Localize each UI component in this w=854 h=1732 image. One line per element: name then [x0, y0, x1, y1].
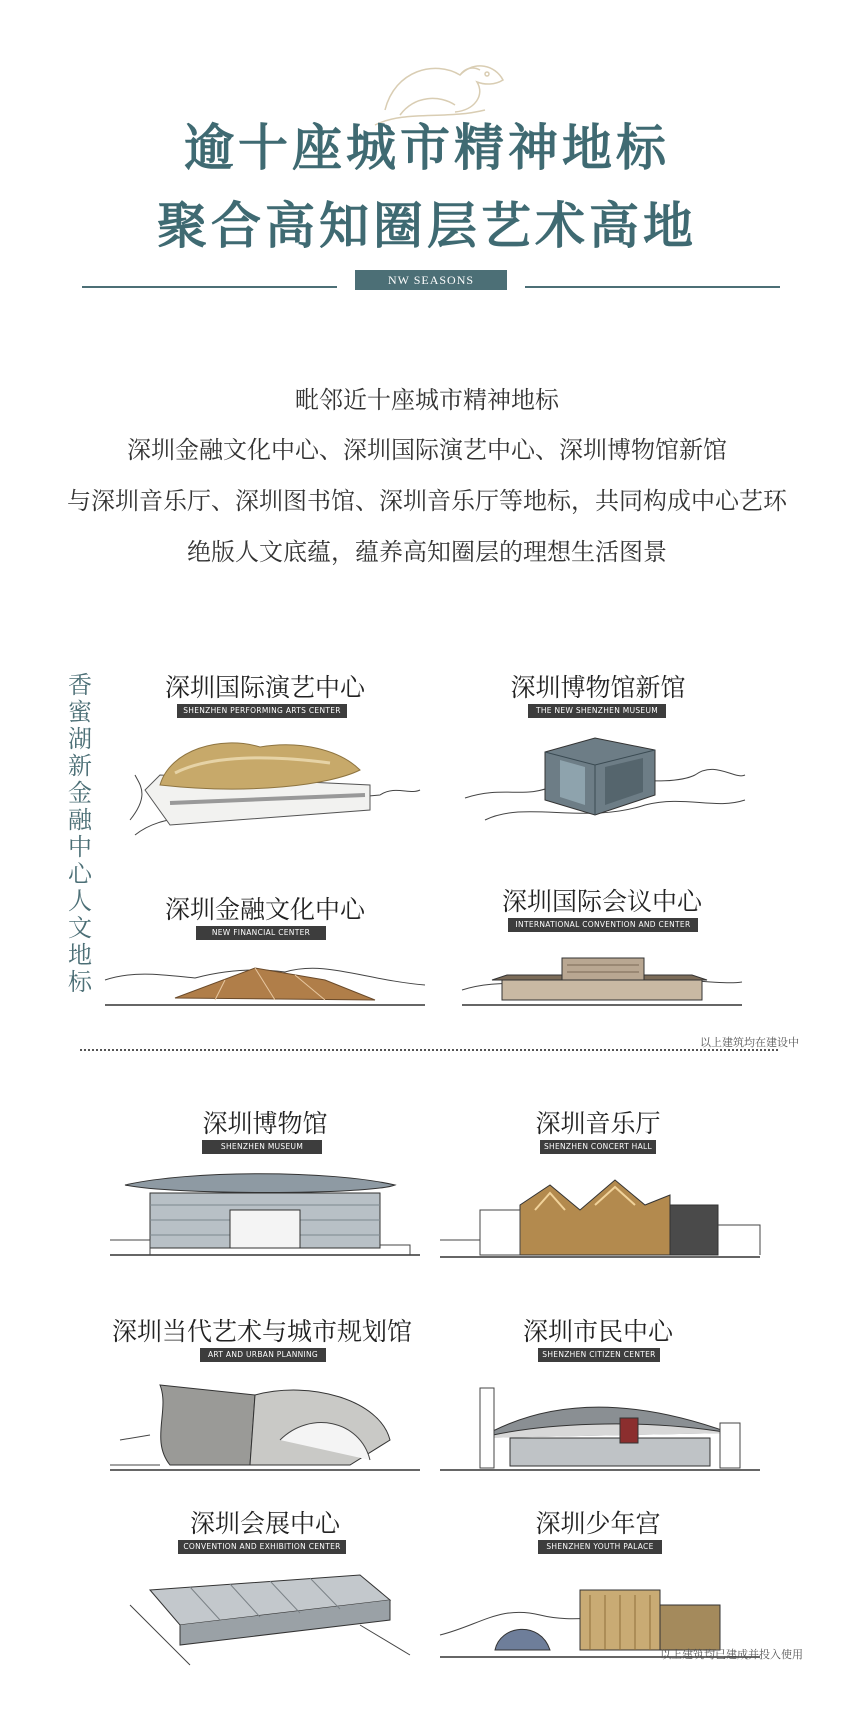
landmark-tag-performing-arts: SHENZHEN PERFORMING ARTS CENTER: [177, 704, 347, 718]
landmark-title-performing-arts: 深圳国际演艺中心: [164, 673, 365, 702]
intro-line-4: 绝版人文底蕴，蕴养高知圈层的理想生活图景: [187, 538, 667, 566]
side-label-char: 金: [68, 779, 92, 807]
exhibition-center-illustration: [130, 1565, 410, 1665]
citizen-center-illustration: [440, 1378, 760, 1478]
side-label-char: 文: [68, 914, 92, 942]
side-label-char: 地: [68, 941, 92, 969]
divider-left: [82, 286, 337, 288]
side-label: [62, 672, 98, 996]
landmark-title-exhibition-center: 深圳会展中心: [189, 1509, 340, 1538]
landmark-title-new-museum: 深圳博物馆新馆: [510, 673, 686, 702]
side-label-char: 中: [68, 833, 92, 861]
landmark-title-concert-hall: 深圳音乐厅: [535, 1109, 661, 1138]
side-label-char: 香: [68, 671, 92, 699]
side-label-char: 融: [68, 806, 92, 834]
landmark-tag-youth-palace: SHENZHEN YOUTH PALACE: [538, 1540, 662, 1554]
side-label-char: 蜜: [68, 698, 92, 726]
landmark-tag-art-urban: ART AND URBAN PLANNING: [200, 1348, 326, 1362]
landmark-title-intl-convention: 深圳国际会议中心: [501, 887, 702, 916]
landmark-title-youth-palace: 深圳少年宫: [535, 1509, 661, 1538]
construction-note: 以上建筑均在建设中: [700, 1036, 799, 1049]
side-label-char: 人: [68, 887, 92, 915]
art-urban-planning-illustration: [110, 1370, 420, 1480]
concert-hall-illustration: [440, 1165, 760, 1265]
divider-right: [525, 286, 780, 288]
financial-center-illustration: [105, 950, 425, 1010]
landmark-title-citizen-center: 深圳市民中心: [522, 1317, 673, 1346]
landmark-title-art-urban: 深圳当代艺术与城市规划馆: [111, 1317, 412, 1346]
landmark-tag-citizen-center: SHENZHEN CITIZEN CENTER: [538, 1348, 660, 1362]
side-label-char: 标: [68, 968, 92, 996]
intro-line-2: 深圳金融文化中心、深圳国际演艺中心、深圳博物馆新馆: [127, 436, 727, 464]
landmark-title-financial-center: 深圳金融文化中心: [164, 895, 365, 924]
landmark-tag-exhibition-center: CONVENTION AND EXHIBITION CENTER: [178, 1540, 346, 1554]
side-label-char: 新: [68, 752, 92, 780]
museum-illustration: [110, 1165, 420, 1265]
page-title-line1: 逾十座城市精神地标: [184, 118, 670, 177]
page-title-line2: 聚合高知圈层艺术高地: [157, 196, 697, 255]
intro-line-1: 毗邻近十座城市精神地标: [295, 386, 559, 414]
completed-note: 以上建筑均已建成并投入使用: [660, 1648, 803, 1661]
performing-arts-center-illustration: [130, 725, 420, 850]
side-label-char: 心: [68, 860, 92, 888]
intl-convention-center-illustration: [462, 950, 742, 1010]
landmark-tag-intl-convention: INTERNATIONAL CONVENTION AND CENTER: [508, 918, 698, 932]
landmark-tag-new-museum: THE NEW SHENZHEN MUSEUM: [528, 704, 666, 718]
landmark-tag-museum: SHENZHEN MUSEUM: [202, 1140, 322, 1154]
new-museum-illustration: [465, 730, 745, 830]
landmark-tag-concert-hall: SHENZHEN CONCERT HALL: [540, 1140, 656, 1154]
section-divider-dotted: [80, 1049, 778, 1051]
landmark-title-museum: 深圳博物馆: [202, 1109, 328, 1138]
intro-line-3: 与深圳音乐厅、深圳图书馆、深圳音乐厅等地标，共同构成中心艺环: [67, 487, 787, 515]
landmark-tag-financial-center: NEW FINANCIAL CENTER: [196, 926, 326, 940]
brand-badge: NW SEASONS: [355, 270, 507, 290]
side-label-char: 湖: [68, 725, 92, 753]
